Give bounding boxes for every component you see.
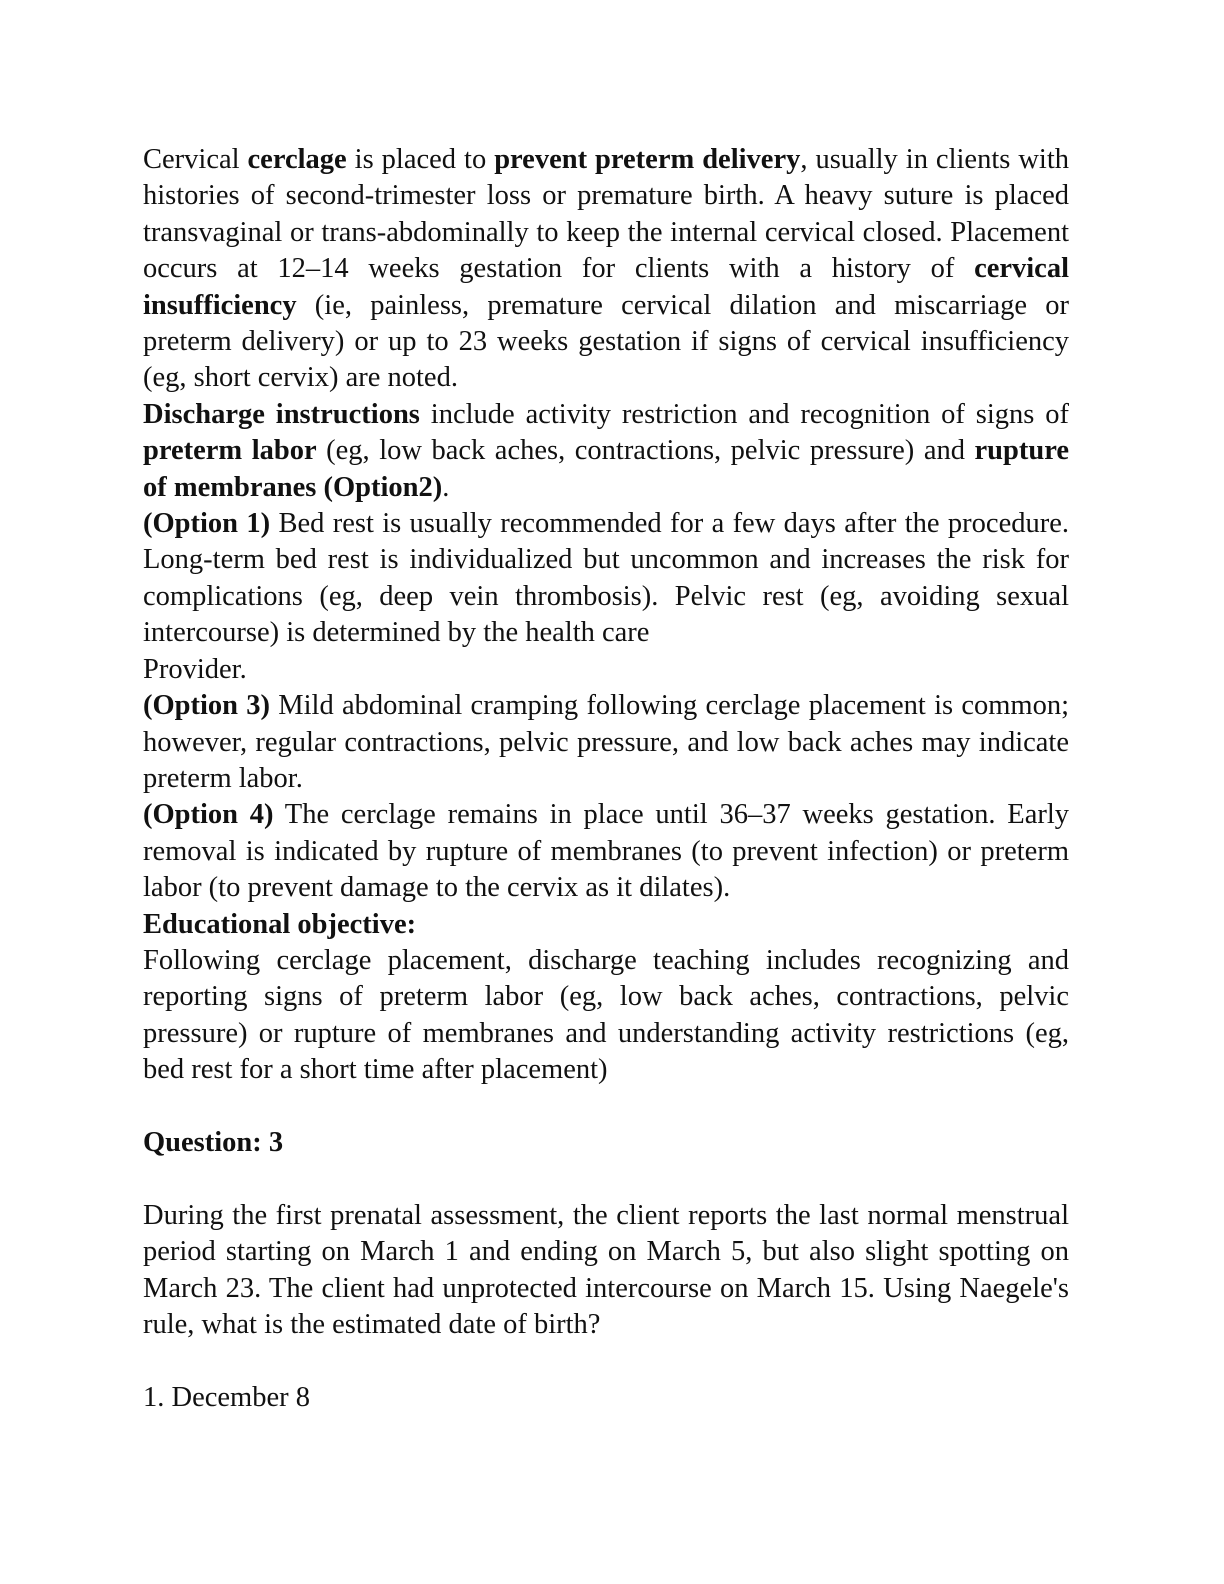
question-heading — [143, 1125, 1069, 1161]
discharge-instructions-paragraph — [143, 397, 1069, 506]
cerclage-explanation-paragraph — [143, 142, 1069, 397]
option-1-label: (Option 1) — [143, 508, 271, 540]
option-4-text: The cerclage remains in place until 36–37 weeks gestation. Early removal is indicated by rupture of membranes (to prevent infection) or preterm labor (to prevent damage to the cervix as it dilates). — [143, 799, 1069, 904]
spacer — [143, 1089, 1069, 1125]
option-3-paragraph — [143, 688, 1069, 797]
educational-objective-text: Following cerclage placement, discharge teaching includes recognizing and reporting signs of preterm labor (eg, low back aches, contractions, pelvic pressure) or rupture of membranes and understanding activity restrictions (eg, bed rest for a short time after placement) — [143, 944, 1069, 1086]
option-1-paragraph — [143, 506, 1069, 652]
text-run: (eg, low back aches, contractions, pelvic pressure) and — [316, 435, 975, 467]
bold-term-rupture-of-membranes: rupture of membranes (Option2) — [143, 435, 1069, 503]
option-1-continuation — [143, 652, 1069, 688]
option-3-label: (Option 3) — [143, 690, 271, 722]
bold-term-preterm-labor: preterm labor — [143, 435, 317, 467]
answer-option-1[interactable]: 1. December 8 — [143, 1381, 310, 1413]
document-page — [143, 142, 1069, 1416]
spacer — [143, 1161, 1069, 1197]
bold-term-discharge-instructions: Discharge instructions — [143, 398, 420, 430]
option-3-text: Mild abdominal cramping following cerclage placement is common; however, regular contractions, pelvic pressure, and low back aches may indicate preterm labor. — [143, 690, 1070, 794]
option-1-text-end: Provider. — [143, 653, 247, 685]
bold-term-cerclage: cerclage — [247, 144, 347, 175]
text-run: . — [442, 471, 450, 503]
option-4-paragraph — [143, 797, 1069, 906]
text-run: , usually in clients with histories of second-trimester loss or premature birth. A heavy suture is placed transvaginal or trans-abdominally to keep the internal cervical closed. Placement occurs at 12–14 weeks gestation for clients with a history of — [143, 144, 1069, 285]
objective-heading-text: Educational objective: — [143, 908, 417, 940]
question-text: During the first prenatal assessment, the client reports the last normal menstrual period starting on March 1 and ending on March 5, but also slight spotting on March 23. The client had unprotected intercourse on March 15. Using Naegele's rule, what is the estimated date of birth? — [143, 1199, 1069, 1340]
bold-term-prevent-preterm-delivery: prevent preterm delivery — [494, 144, 801, 175]
spacer — [143, 1343, 1069, 1379]
text-run: is placed to — [346, 144, 495, 175]
option-1-text: Bed rest is usually recommended for a few days after the procedure. Long-term bed rest is individualized but uncommon and increases the risk for complications (eg, deep vein thrombosis). Pelvic rest (eg, avoiding sexual intercourse) is determined by the health care — [143, 508, 1069, 649]
text-run: include activity restriction and recognition of signs of — [419, 398, 1069, 430]
bold-term-cervical-insufficiency: cervical insufficiency — [143, 253, 1069, 321]
educational-objective-heading — [143, 907, 1069, 943]
option-4-label: (Option 4) — [143, 799, 274, 831]
question-heading-text: Question: 3 — [143, 1126, 284, 1158]
text-run: (ie, painless, premature cervical dilation and miscarriage or preterm delivery) or up to 23 weeks gestation if signs of cervical insufficiency (eg, short cervix) are noted. — [143, 289, 1069, 394]
text-run: Cervical — [143, 144, 248, 175]
